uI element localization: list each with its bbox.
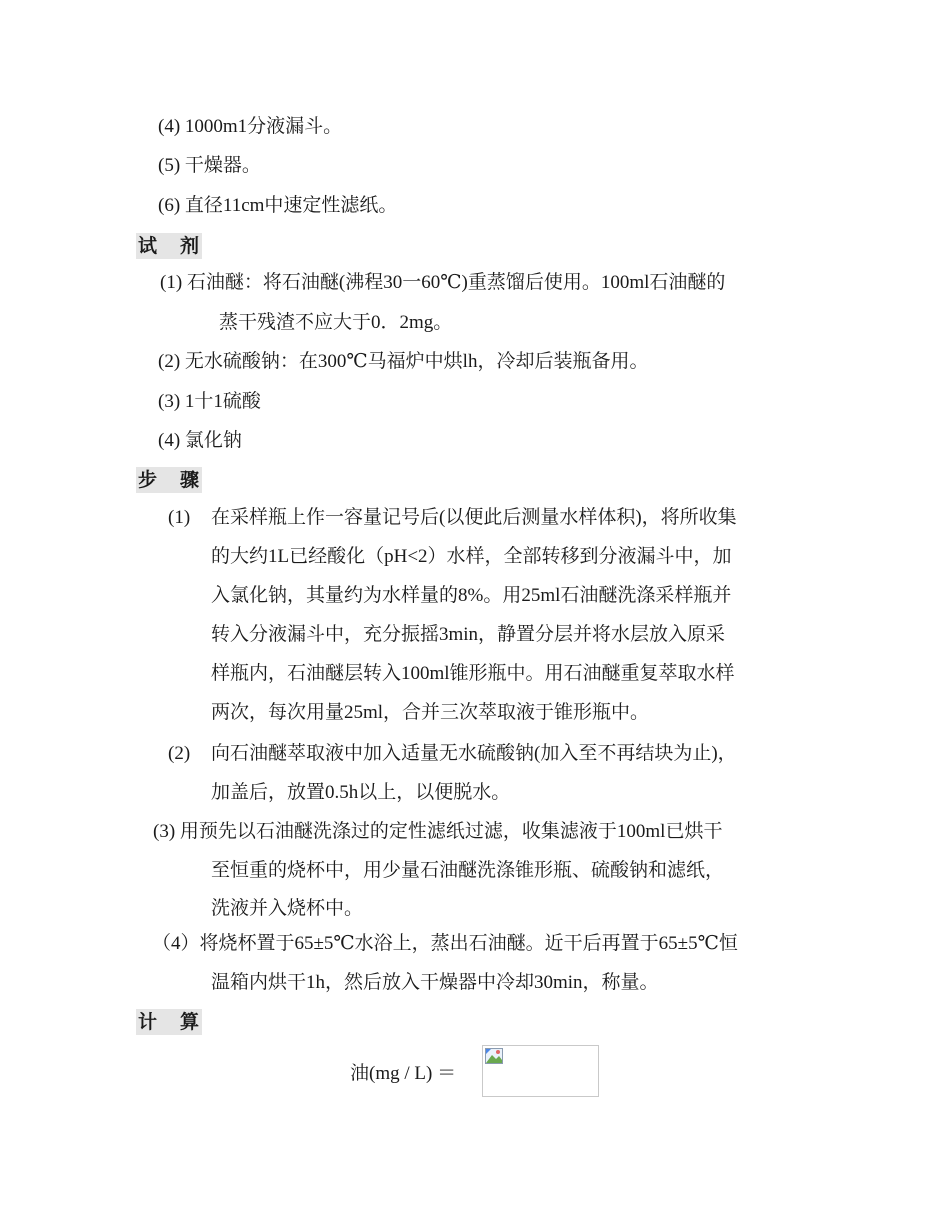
- reagents-heading-char-2: 剂: [180, 235, 200, 257]
- steps-heading: [136, 467, 202, 493]
- reagent-item-3: (3) 1十1硫酸: [158, 391, 261, 412]
- reagents-heading-char-1: 试: [138, 235, 158, 257]
- reagent-item-1: (1) 石油醚：将石油醚(沸程30一60℃)重蒸馏后使用。100ml石油醚的: [160, 272, 726, 293]
- reagents-heading: [136, 233, 202, 259]
- calculation-heading-char-1: 计: [138, 1011, 158, 1033]
- step-1-number: (1): [168, 507, 191, 528]
- reagent-item-4: (4) 氯化钠: [158, 430, 242, 451]
- formula-image-placeholder: [482, 1045, 599, 1097]
- step-3-line-3: 洗液并入烧杯中。: [211, 898, 364, 919]
- step-2-line-2: 加盖后，放置0.5h以上，以便脱水。: [211, 782, 511, 803]
- step-1-line-3: 入氯化钠，其量约为水样量的8%。用25ml石油醚洗涤采样瓶并: [211, 585, 732, 606]
- step-3-line-1: (3) 用预先以石油醚洗涤过的定性滤纸过滤，收集滤液于100ml已烘干: [153, 821, 723, 842]
- calculation-heading-char-2: 算: [180, 1011, 200, 1033]
- equipment-item-5: (5) 干燥器。: [158, 155, 261, 176]
- step-1-line-1: 在采样瓶上作一容量记号后(以便此后测量水样体积)，将所收集: [211, 507, 737, 528]
- reagent-item-1-cont: 蒸干残渣不应大于0．2mg。: [219, 312, 453, 333]
- step-2-number: (2): [168, 743, 191, 764]
- equipment-item-6: (6) 直径11cm中速定性滤纸。: [158, 195, 398, 216]
- step-2-line-1: 向石油醚萃取液中加入适量无水硫酸钠(加入至不再结块为止)，: [211, 743, 737, 764]
- reagent-item-2: (2) 无水硫酸钠：在300℃马福炉中烘lh，冷却后装瓶备用。: [158, 351, 649, 372]
- step-1-line-5: 样瓶内，石油醚层转入100ml锥形瓶中。用石油醚重复萃取水样: [211, 663, 735, 684]
- equipment-item-4: (4) 1000m1分液漏斗。: [158, 116, 343, 137]
- step-1-line-4: 转入分液漏斗中，充分振摇3min，静置分层并将水层放入原采: [211, 624, 726, 645]
- formula-label: 油(mg / L) ＝: [350, 1063, 457, 1084]
- steps-heading-char-2: 骤: [180, 469, 200, 491]
- steps-heading-char-1: 步: [138, 469, 158, 491]
- step-4-line-1: （4）将烧杯置于65±5℃水浴上，蒸出石油醚。近干后再置于65±5℃恒: [152, 933, 738, 954]
- step-3-line-2: 至恒重的烧杯中，用少量石油醚洗涤锥形瓶、硫酸钠和滤纸，: [211, 860, 725, 881]
- step-4-line-2: 温箱内烘干1h，然后放入干燥器中冷却30min，称量。: [211, 972, 659, 993]
- calculation-heading: [136, 1009, 202, 1035]
- broken-image-icon: [485, 1048, 503, 1064]
- step-1-line-6: 两次，每次用量25ml，合并三次萃取液于锥形瓶中。: [211, 702, 650, 723]
- step-1-line-2: 的大约1L已经酸化（pH<2）水样，全部转移到分液漏斗中，加: [211, 546, 732, 567]
